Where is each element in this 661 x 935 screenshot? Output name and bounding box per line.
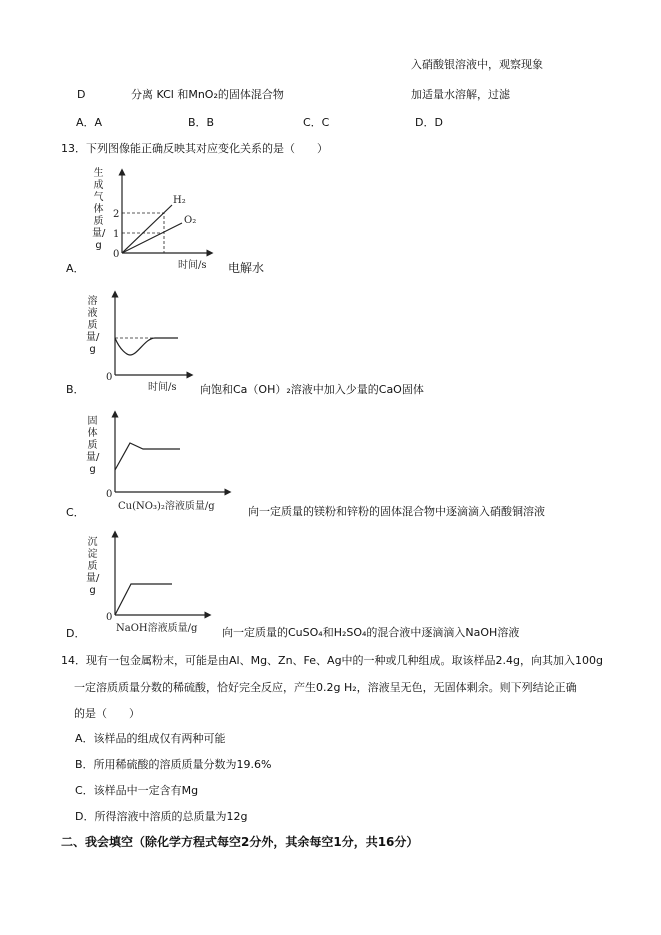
table-cell: 加适量水溶解，过滤 — [411, 88, 510, 101]
x-axis-label: NaOH溶液质量/g — [116, 623, 198, 634]
h2-line — [122, 205, 172, 253]
tick-label: 0 — [106, 489, 113, 500]
tick-label: 0 — [113, 249, 120, 260]
question-stem: 14．现有一包金属粉末，可能是由Al、Mg、Zn、Fe、Ag中的一种或几种组成。取该样品2.4g，向其加入100g — [61, 654, 604, 667]
option: C．C — [303, 116, 330, 129]
question-stem: 一定溶质质量分数的稀硫酸，恰好完全反应，产生0.2g H₂，溶液呈无色，无固体剩余。则下列结论正确 — [74, 681, 577, 694]
series-label: O₂ — [184, 215, 197, 226]
y-axis-label: 沉淀质量/g — [86, 537, 100, 596]
option: C．该样品中一定含有Mg — [75, 784, 199, 797]
x-axis-label: Cu(NO₃)₂溶液质量/g — [118, 501, 215, 512]
section-heading: 二、我会填空（除化学方程式每空2分外，其余每空1分，共16分） — [61, 835, 419, 849]
option: D．所得溶液中溶质的总质量为12g — [75, 810, 248, 823]
y-axis-label: 生成气体质量/g — [92, 168, 106, 251]
option-text: 向一定质量的镁粉和锌粉的固体混合物中逐滴滴入硝酸铜溶液 — [248, 505, 545, 518]
tick-label: 0 — [106, 612, 113, 623]
series-label: H₂ — [173, 195, 186, 206]
option-label: D． — [66, 627, 86, 640]
option-label: B． — [66, 383, 85, 396]
table-cell: 分离 KCl 和MnO₂的固体混合物 — [131, 88, 284, 101]
question-stem: 13．下列图像能正确反映其对应变化关系的是（ ） — [61, 142, 328, 155]
option-label: A． — [66, 262, 85, 275]
tick-label: 1 — [113, 229, 120, 240]
option: B．B — [188, 116, 215, 129]
option-text: 向饱和Ca（OH）₂溶液中加入少量的CaO固体 — [200, 383, 424, 396]
option-label: C． — [66, 506, 85, 519]
option: A．A — [76, 116, 103, 129]
question-stem: 的是（ ） — [74, 707, 140, 720]
option-text: 电解水 — [228, 261, 265, 275]
x-axis-label: 时间/s — [178, 260, 207, 271]
y-axis-label: 固体质量/g — [86, 416, 100, 475]
x-axis-label: 时间/s — [148, 382, 177, 393]
o2-line — [122, 223, 182, 253]
solid-mass-line — [115, 443, 180, 470]
option: A．该样品的组成仅有两种可能 — [75, 732, 226, 745]
option: D．D — [415, 116, 443, 129]
precipitate-line — [115, 584, 172, 615]
solution-mass-curve — [115, 338, 178, 355]
y-axis-label: 溶液质量/g — [86, 296, 100, 355]
option: B．所用稀硫酸的溶质质量分数为19.6% — [75, 758, 272, 771]
option-text: 向一定质量的CuSO₄和H₂SO₄的混合液中逐滴滴入NaOH溶液 — [222, 626, 520, 639]
tick-label: 0 — [106, 372, 113, 383]
table-cell: D — [77, 88, 86, 101]
tick-label: 2 — [113, 209, 120, 220]
table-cell: 入硝酸银溶液中，观察现象 — [411, 58, 543, 71]
